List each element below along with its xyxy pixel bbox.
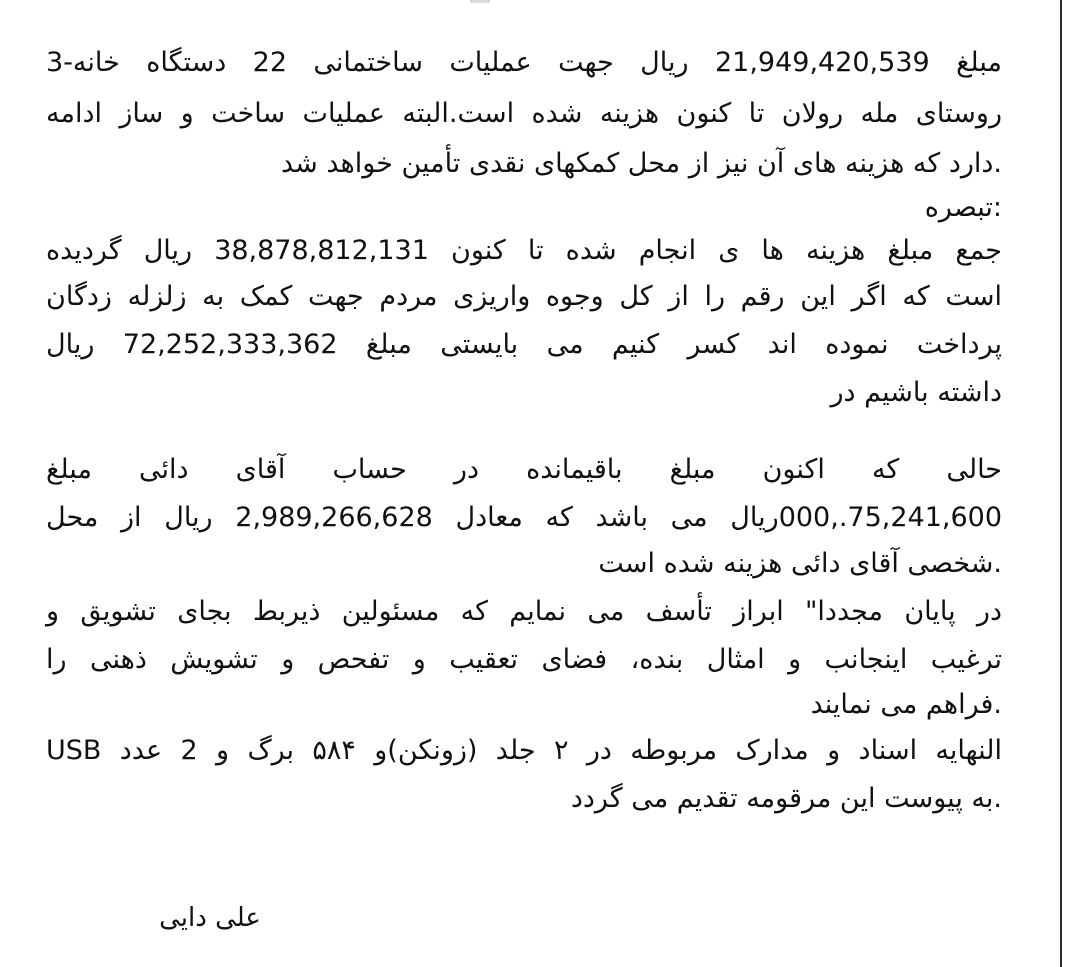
paragraph-line: جمع مبلغ هزینه ها ی انجام شده تا کنون 38,878,812,131 ریال گردیده — [46, 235, 1002, 266]
paragraph-line: ترغیب اینجانب و امثال بنده، فضای تعقیب و تفحص و تشویش ذهنی را — [46, 644, 1002, 675]
paragraph-line: .به پیوست این مرقومه تقدیم می گردد — [570, 783, 1002, 814]
paragraph-line: داشته باشیم در — [830, 377, 1002, 408]
paragraph-line: مبلغ 21,949,420,539 ریال جهت عملیات ساختمانی 22 دستگاه خانه-3 — [46, 47, 1002, 78]
right-border-line — [1060, 0, 1062, 967]
paragraph-line: 75,241,600.,000ریال می باشد که معادل 2,989,266,628 ریال از محل — [46, 502, 1002, 533]
paragraph-line: است که اگر این رقم را از کل وجوه واریزی مردم جهت کمک به زلزله زدگان — [46, 281, 1002, 312]
paragraph-line: .فراهم می نمایند — [810, 689, 1002, 720]
note-heading: :تبصره — [924, 192, 1002, 223]
paragraph-line: روستای مله رولان تا کنون هزینه شده است.البته عملیات ساخت و ساز ادامه — [46, 98, 1002, 129]
paragraph-line: النهایه اسناد و مدارک مربوطه در ۲ جلد (زونکن)و ۵۸۴ برگ و 2 عدد USB — [46, 735, 1002, 766]
signature-name: علی دایی — [159, 903, 261, 933]
paragraph-line: پرداخت نموده اند کسر کنیم می بایستی مبلغ 72,252,333,362 ریال — [46, 329, 1002, 360]
paragraph-line: حالی که اکنون مبلغ باقیمانده در حساب آقای دائی مبلغ — [46, 454, 1002, 485]
paragraph-line: در پایان مجددا" ابراز تأسف می نمایم که مسئولین ذیربط بجای تشویق و — [46, 596, 1002, 627]
paragraph-line: .دارد که هزینه های آن نیز از محل کمکهای نقدی تأمین خواهد شد — [280, 148, 1002, 179]
paragraph-line: .شخصی آقای دائی هزینه شده است — [598, 548, 1002, 579]
top-edge-mark — [470, 0, 490, 3]
